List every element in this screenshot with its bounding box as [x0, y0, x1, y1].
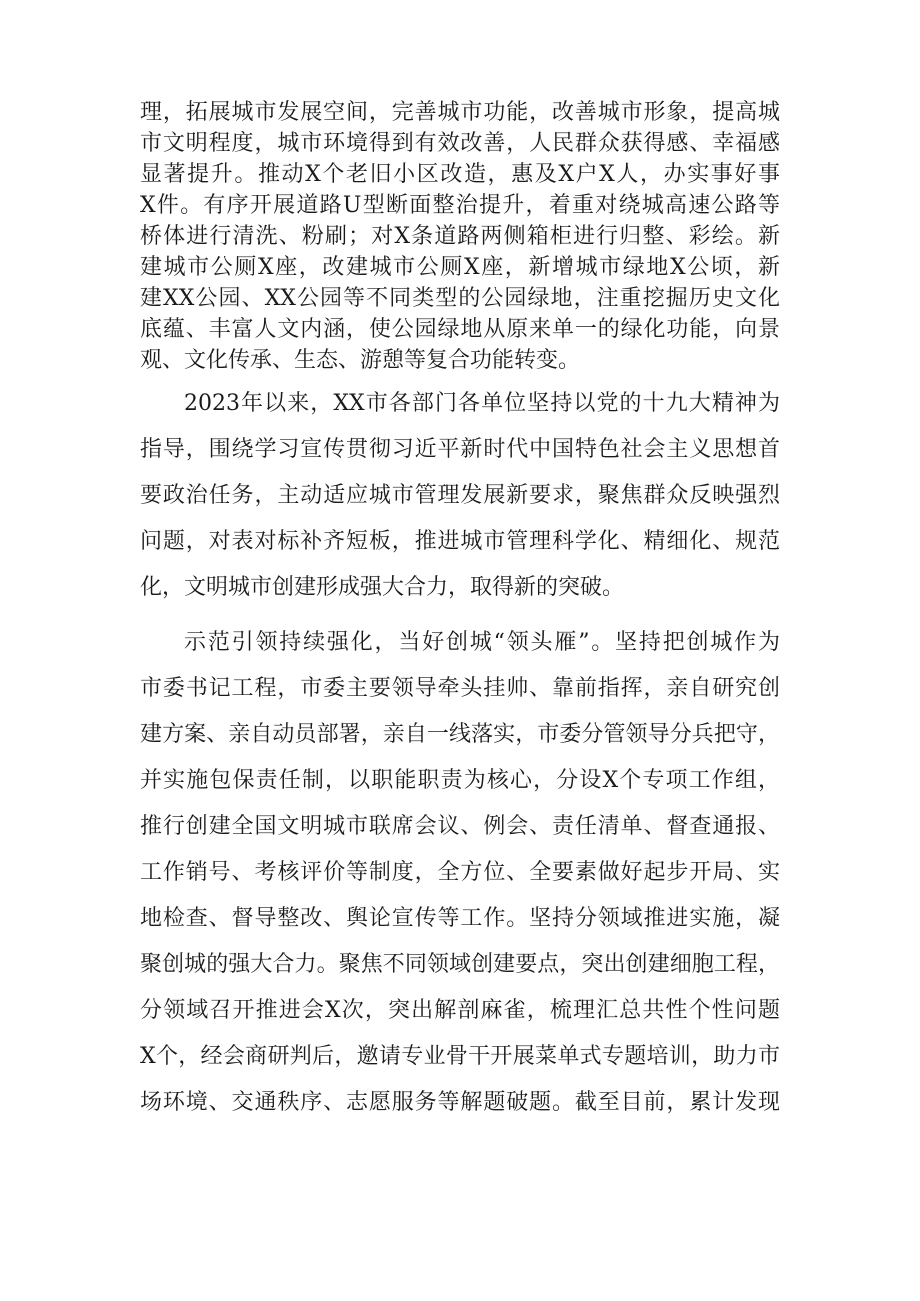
- text-line: X件。有序开展道路U型断面整治提升，着重对绕城高速公路等: [140, 193, 780, 218]
- text-line: 指导，围绕学习宣传贯彻习近平新时代中国特色社会主义思想首: [140, 437, 780, 462]
- text-line: 要政治任务，主动适应城市管理发展新要求，聚焦群众反映强烈: [140, 483, 780, 508]
- text-line: 显著提升。推动X个老旧小区改造，惠及X户X人，办实事好事: [140, 162, 780, 187]
- text-line: 推行创建全国文明城市联席会议、例会、责任清单、督查通报、: [140, 814, 780, 839]
- text-line: 底蕴、丰富人文内涵，使公园绿地从原来单一的绿化功能，向景: [140, 317, 780, 342]
- text-line: 工作销号、考核评价等制度，全方位、全要素做好起步开局、实: [140, 860, 780, 885]
- text-line: 理，拓展城市发展空间，完善城市功能，改善城市形象，提高城: [140, 100, 780, 125]
- paragraph-demonstration-leadership: [140, 620, 780, 1126]
- text-line: 示范引领持续强化，当好创城“领头雁”。坚持把创城作为: [184, 630, 780, 655]
- text-line: 地检查、督导整改、舆论宣传等工作。坚持分领域推进实施，凝: [140, 906, 780, 931]
- paragraph-urban-improvement: [140, 97, 780, 376]
- text-line: 问题，对表对标补齐短板，推进城市管理科学化、精细化、规范: [140, 529, 780, 554]
- text-line: 观、文化传承、生态、游憩等复合功能转变。: [140, 348, 581, 373]
- text-line: 桥体进行清洗、粉刷；对X条道路两侧箱柜进行归整、彩绘。新: [140, 224, 780, 249]
- text-line: 建城市公厕X座，改建城市公厕X座，新增城市绿地X公顷，新: [140, 255, 780, 280]
- paragraph-2023-overview: [140, 381, 780, 611]
- text-line: 化，文明城市创建形成强大合力，取得新的突破。: [140, 575, 625, 600]
- text-line: 聚创城的强大合力。聚焦不同领域创建要点，突出创建细胞工程，: [140, 952, 780, 977]
- text-line: 场环境、交通秩序、志愿服务等解题破题。截至目前，累计发现: [140, 1090, 780, 1115]
- text-line: 建方案、亲自动员部署，亲自一线落实，市委分管领导分兵把守，: [140, 722, 780, 747]
- text-line: 2023年以来，XX市各部门各单位坚持以党的十九大精神为: [184, 391, 780, 416]
- text-line: 分领域召开推进会X次，突出解剖麻雀，梳理汇总共性个性问题: [140, 998, 780, 1023]
- text-line: 市委书记工程，市委主要领导牵头挂帅、靠前指挥，亲自研究创: [140, 676, 780, 701]
- text-line: 并实施包保责任制，以职能职责为核心，分设X个专项工作组，: [140, 768, 780, 793]
- text-line: X个，经会商研判后，邀请专业骨干开展菜单式专题培训，助力市: [140, 1044, 780, 1069]
- text-line: 建XX公园、XX公园等不同类型的公园绿地，注重挖掘历史文化: [140, 286, 780, 311]
- text-line: 市文明程度，城市环境得到有效改善，人民群众获得感、幸福感: [140, 131, 780, 156]
